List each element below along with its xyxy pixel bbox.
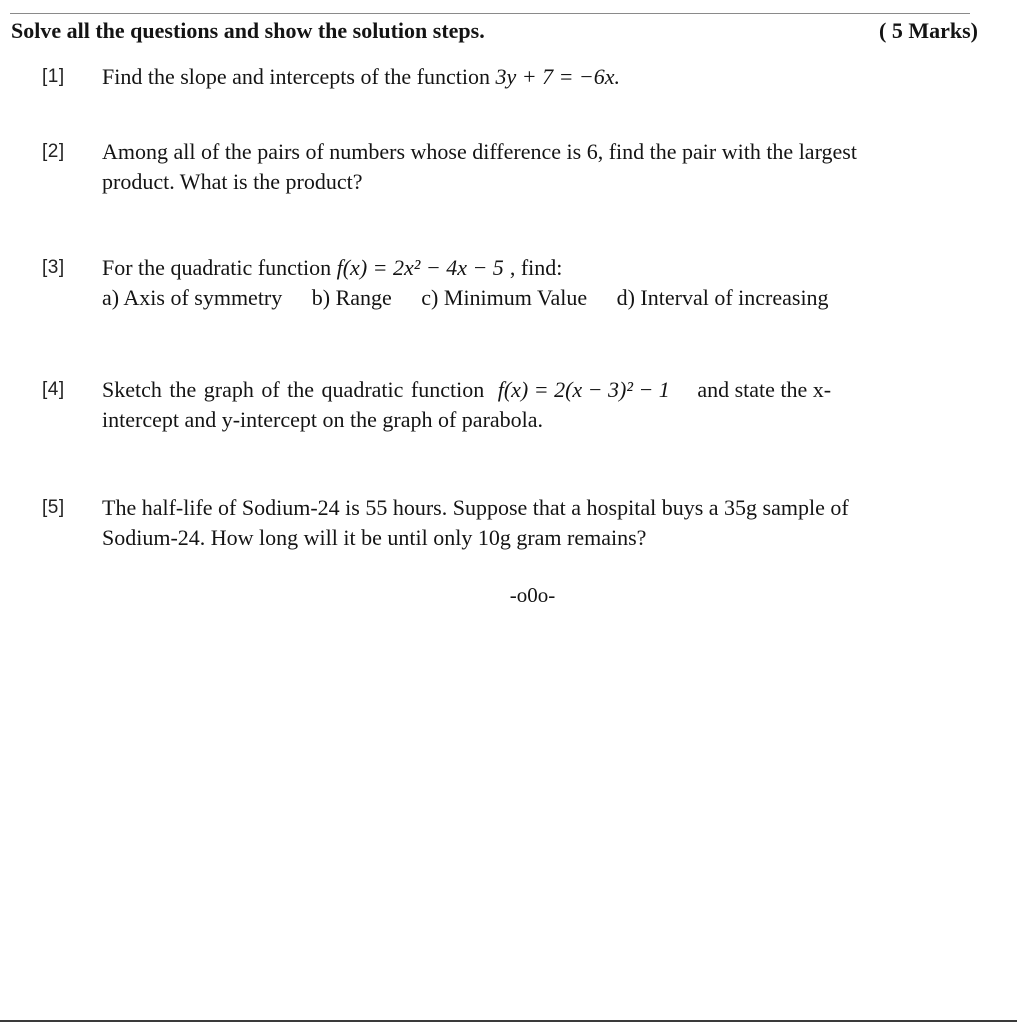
marks-label: ( 5 Marks) — [879, 18, 978, 43]
function-expression: f(x) = 2x² − 4x − 5 — [336, 255, 504, 280]
question-1 — [42, 62, 990, 92]
instruction-heading: Solve all the questions and show the solution steps. — [11, 18, 485, 43]
question-line-1: Among all of the pairs of numbers whose difference is 6, find the pair with the largest — [102, 139, 857, 164]
question-suffix: , find: — [509, 255, 563, 280]
question-number: [1] — [42, 66, 65, 87]
question-number: [3] — [42, 257, 65, 278]
question-number: [4] — [42, 379, 65, 400]
function-expression: f(x) = 2(x − 3)² − 1 — [497, 377, 670, 402]
question-text: Find the slope and intercepts of the function — [102, 64, 490, 89]
question-line-1: The half-life of Sodium-24 is 55 hours. Suppose that a hospital buys a 35g sample of — [102, 495, 849, 520]
question-2 — [42, 137, 990, 197]
end-mark: -o0o- — [509, 583, 556, 607]
question-text: Sketch the graph of the quadratic function — [102, 377, 485, 402]
equation — [495, 64, 620, 89]
top-rule — [10, 13, 970, 14]
sub-parts — [102, 283, 990, 313]
question-4 — [42, 375, 990, 435]
part-a: a) Axis of symmetry — [102, 285, 283, 310]
question-number: [5] — [42, 497, 65, 518]
question-body — [102, 137, 990, 197]
question-line-2: intercept and y-intercept on the graph of parabola. — [102, 407, 544, 432]
question-body — [102, 253, 990, 313]
question-body — [102, 62, 990, 92]
part-b: b) Range — [311, 285, 392, 310]
question-body — [102, 493, 990, 553]
question-5 — [42, 493, 990, 553]
question-body — [102, 375, 990, 435]
question-line-2: product. What is the product? — [102, 169, 363, 194]
part-c: c) Minimum Value — [421, 285, 588, 310]
question-number: [2] — [42, 141, 65, 162]
question-suffix: and state the x- — [697, 377, 832, 402]
equation-text: 3y + 7 = −6x. — [495, 64, 621, 89]
question-line-2: Sodium-24. How long will it be until only 10g gram remains? — [102, 525, 647, 550]
question-3 — [42, 253, 990, 313]
bottom-rule — [0, 1020, 1017, 1022]
question-text: For the quadratic function — [102, 255, 332, 280]
part-d: d) Interval of increasing — [616, 285, 829, 310]
